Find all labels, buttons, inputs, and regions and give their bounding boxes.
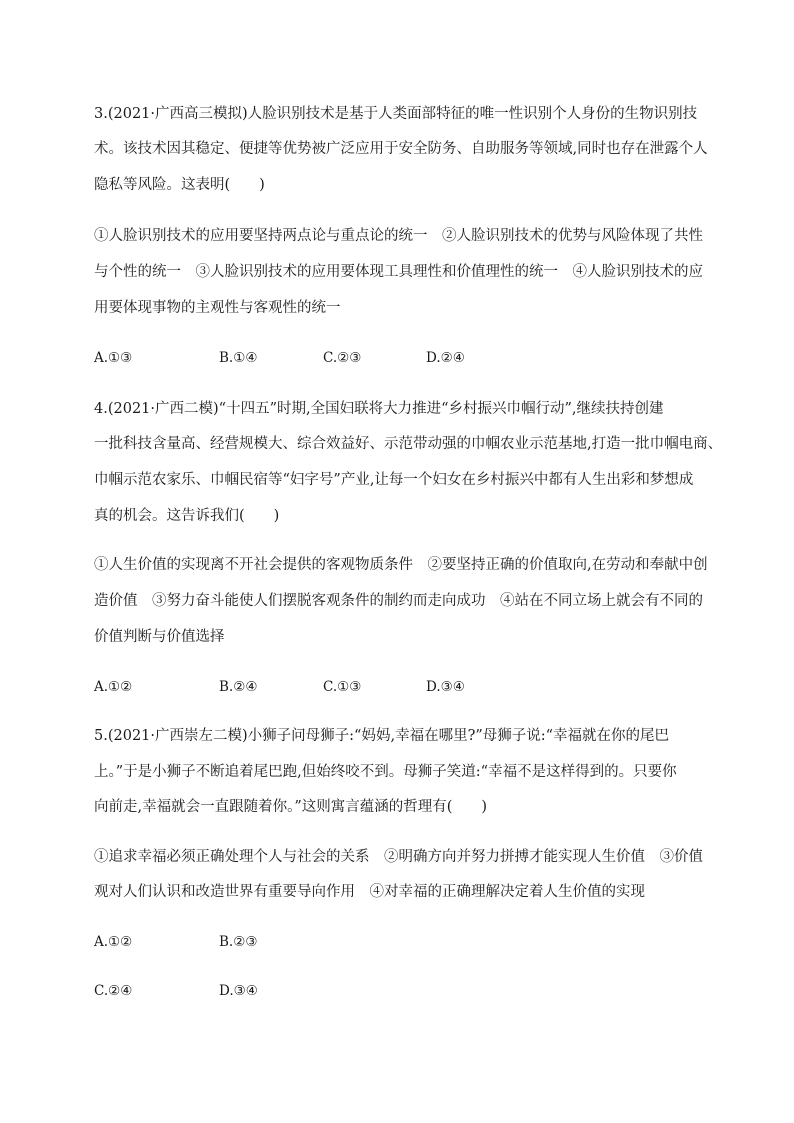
question-3-statement-line-2: 与个性的统一 ③人脸识别技术的应用要体现工具理性和价值理性的统一 ④人脸识别技术的应 <box>94 264 703 280</box>
question-5-option-a[interactable]: A.①② <box>94 934 133 950</box>
question-3-option-a[interactable]: A.①③ <box>94 350 133 366</box>
question-4-statement-line-1: ①人生价值的实现离不开社会提供的客观物质条件 ②要坚持正确的价值取向,在劳动和奉献中创 <box>94 557 708 573</box>
question-5-stem-line-1: 5.(2021·广西崇左二模)小狮子问母狮子:“妈妈,幸福在哪里?”母狮子说:“幸福就在你的尾巴 <box>94 728 670 744</box>
question-4-option-b[interactable]: B.②④ <box>219 679 258 695</box>
question-3-option-b[interactable]: B.①④ <box>219 350 258 366</box>
question-4-option-c[interactable]: C.①③ <box>323 679 362 695</box>
question-5-option-d[interactable]: D.③④ <box>219 983 258 999</box>
question-4-stem-line-2: 一批科技含量高、经营规模大、综合效益好、示范带动强的巾帼农业示范基地,打造一批巾帼电商、 <box>94 436 723 452</box>
question-4-statement-line-3: 价值判断与价值选择 <box>94 629 225 645</box>
question-3-option-c[interactable]: C.②③ <box>323 350 362 366</box>
question-5-statement-line-1: ①追求幸福必须正确处理个人与社会的关系 ②明确方向并努力拼搏才能实现人生价值 ③价值 <box>94 849 703 865</box>
question-5-statement-line-2: 观对人们认识和改造世界有重要导向作用 ④对幸福的正确理解决定着人生价值的实现 <box>94 884 645 900</box>
question-3-option-d[interactable]: D.②④ <box>426 350 465 366</box>
question-4-stem-line-4: 真的机会。这告诉我们( ) <box>94 508 280 524</box>
question-3-statement-line-3: 用要体现事物的主观性与客观性的统一 <box>94 300 341 316</box>
question-5-stem-line-2: 上。”于是小狮子不断追着尾巴跑,但始终咬不到。母狮子笑道:“幸福不是这样得到的。只要你 <box>94 764 677 780</box>
question-4-option-a[interactable]: A.①② <box>94 679 133 695</box>
question-5-option-b[interactable]: B.②③ <box>219 934 258 950</box>
question-5-option-c[interactable]: C.②④ <box>94 983 133 999</box>
question-3-stem-line-3: 隐私等风险。这表明( ) <box>94 177 265 193</box>
question-4-option-d[interactable]: D.③④ <box>426 679 465 695</box>
question-3-statement-line-1: ①人脸识别技术的应用要坚持两点论与重点论的统一 ②人脸识别技术的优势与风险体现了共性 <box>94 228 703 244</box>
question-4-statement-line-2: 造价值 ③努力奋斗能使人们摆脱客观条件的制约而走向成功 ④站在不同立场上就会有不同的 <box>94 593 703 609</box>
question-3-stem-line-1: 3.(2021·广西高三模拟)人脸识别技术是基于人类面部特征的唯一性识别个人身份的生物识别技 <box>94 106 698 122</box>
question-4-stem-line-3: 巾帼示范农家乐、巾帼民宿等“妇字号”产业,让每一个妇女在乡村振兴中都有人生出彩和梦想成 <box>94 472 694 488</box>
question-3-stem-line-2: 术。该技术因其稳定、便捷等优势被广泛应用于安全防务、自助服务等领域,同时也存在泄露个人 <box>94 141 708 157</box>
question-5-stem-line-3: 向前走,幸福就会一直跟随着你。”这则寓言蕴涵的哲理有( ) <box>94 799 488 815</box>
question-4-stem-line-1: 4.(2021·广西二模)“十四五”时期,全国妇联将大力推进“乡村振兴巾帼行动”,继续扶持创建 <box>94 401 664 417</box>
